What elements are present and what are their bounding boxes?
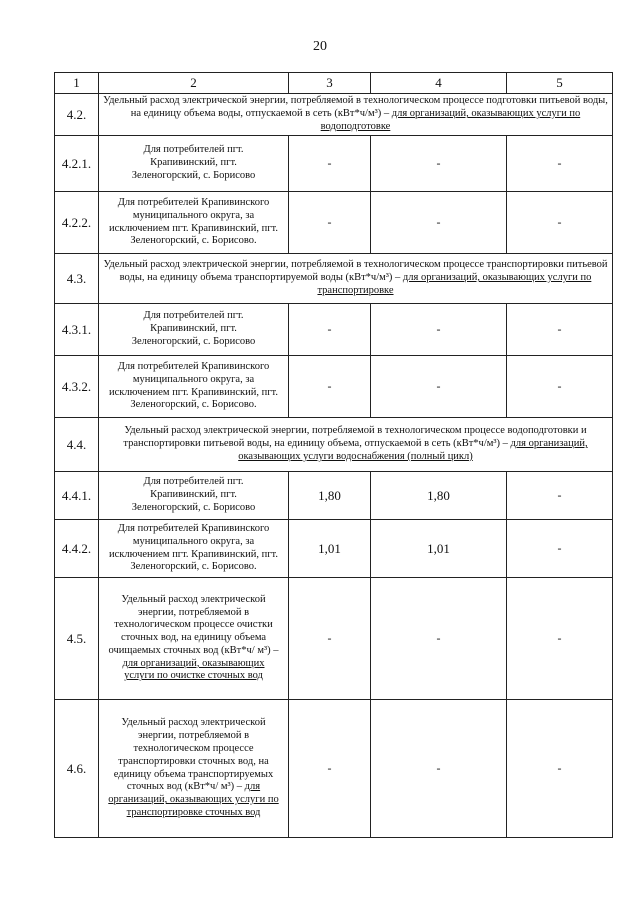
value-col4: - [371,136,507,192]
value-col4: - [371,304,507,356]
indicators-table [54,72,613,838]
value-col4: - [371,578,507,700]
value-col5: - [507,520,613,578]
value-col5: - [507,192,613,254]
table-row [55,472,613,520]
section-description [99,418,613,472]
row-number: 4.4. [55,418,99,472]
header-cell-3: 3 [289,73,371,94]
row-description-text: Удельный расход электрической энергии, потребляемой в технологическом процессе транспортировки сточных вод, на единицу объема транспортируемых сточных вод (кВт*ч/ м³) – [113,717,274,793]
row-description [99,578,289,700]
header-cell-4: 4 [371,73,507,94]
row-number: 4.3. [55,254,99,304]
table-row [55,304,613,356]
row-number: 4.3.2. [55,356,99,418]
row-description: Для потребителей Крапивинского муниципального округа, за исключением пгт. Крапивинский, пгт. Зеленогорский, с. Борисово. [99,356,289,418]
section-text: Удельный расход электрической энергии, потребляемой в технологическом процессе водоподготовки и транспортировки питьевой воды, на единицу объема, отпускаемой в сеть (кВт*ч/м³) – [123,425,587,450]
value-col5: - [507,356,613,418]
row-description: Для потребителей пгт. Крапивинский, пгт. Зеленогорский, с. Борисово [99,304,289,356]
row-description: Для потребителей Крапивинского муниципального округа, за исключением пгт. Крапивинский, пгт. Зеленогорский, с. Борисово. [99,520,289,578]
section-text-underlined: для организаций, оказывающих услуги по водоподготовке [320,108,581,132]
value-col5: - [507,578,613,700]
page-number: 20 [313,39,327,54]
value-col3: - [289,700,371,838]
row-description: Для потребителей пгт. Крапивинский, пгт. Зеленогорский, с. Борисово [99,472,289,520]
value-col5: - [507,136,613,192]
row-description-underlined: для организаций, оказывающих услуги по очистке сточных вод [122,657,265,682]
row-number: 4.3.1. [55,304,99,356]
row-number: 4.2. [55,94,99,136]
row-number: 4.5. [55,578,99,700]
section-row [55,94,613,136]
table-row [55,520,613,578]
section-text: Удельный расход электрической энергии, потребляемой в технологическом процессе подготовки питьевой воды, на единицу объема воды, отпускаемой в сеть (кВт*ч/м³) – [103,95,608,120]
table-row [55,136,613,192]
row-description-text: Удельный расход электрической энергии, потребляемой в технологическом процессе очистки сточных вод, на единицу объема очищаемых сточных вод (кВт*ч/ м³) – [108,593,279,656]
row-number: 4.2.2. [55,192,99,254]
value-col3: 1,01 [289,520,371,578]
section-text-underlined: для организаций, оказывающих услуги водоснабжения (полный цикл) [238,438,588,462]
value-col4: 1,80 [371,472,507,520]
section-text: Удельный расход электрической энергии, потребляемой в технологическом процессе транспортировки питьевой воды, на единицу объема транспортируемой воды (кВт*ч/м³) – [103,259,608,284]
value-col3: - [289,136,371,192]
section-description [99,254,613,304]
table-row [55,700,613,838]
header-cell-2: 2 [99,73,289,94]
value-col5: - [507,304,613,356]
value-col5: - [507,472,613,520]
row-description: Для потребителей Крапивинского муниципального округа, за исключением пгт. Крапивинский, пгт. Зеленогорский, с. Борисово. [99,192,289,254]
row-description: Для потребителей пгт. Крапивинский, пгт. Зеленогорский, с. Борисово [99,136,289,192]
value-col3: 1,80 [289,472,371,520]
row-description [99,700,289,838]
row-description-underlined: для организаций, оказывающих услуги по транспортировке сточных вод [108,781,279,818]
value-col3: - [289,356,371,418]
table-row [55,578,613,700]
header-cell-5: 5 [507,73,613,94]
table-row [55,356,613,418]
value-col3: - [289,304,371,356]
row-number: 4.6. [55,700,99,838]
row-number: 4.2.1. [55,136,99,192]
header-cell-1: 1 [55,73,99,94]
section-description [99,94,613,136]
value-col4: - [371,192,507,254]
row-number: 4.4.1. [55,472,99,520]
value-col5: - [507,700,613,838]
value-col4: 1,01 [371,520,507,578]
section-row [55,254,613,304]
table-row [55,192,613,254]
section-text-underlined: для организаций, оказывающих услуги по транспортировке [317,272,592,296]
value-col4: - [371,356,507,418]
value-col4: - [371,700,507,838]
value-col3: - [289,192,371,254]
header-row [55,73,613,94]
value-col3: - [289,578,371,700]
row-number: 4.4.2. [55,520,99,578]
section-row [55,418,613,472]
